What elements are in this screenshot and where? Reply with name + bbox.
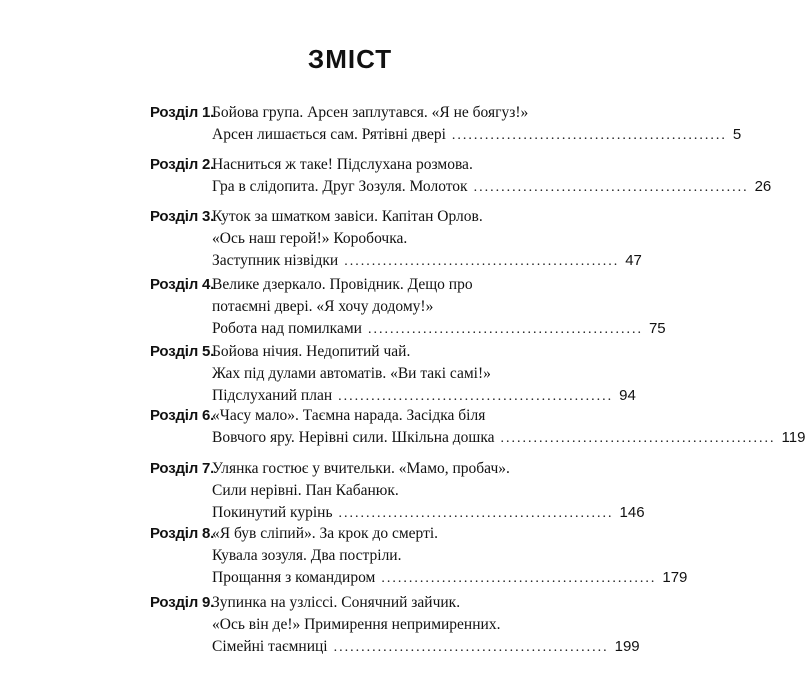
chapter-line: Улянка гостює у вчительки. «Мамо, пробач».: [212, 460, 510, 477]
chapter-line: «Ось він де!» Примирення непримиренних.: [212, 616, 501, 633]
chapter-label: Розділ 7.: [150, 460, 215, 477]
chapter-line: «Ось наш герой!» Коробочка.: [212, 230, 408, 247]
chapter-last-line: [212, 318, 666, 341]
chapter-last-line: [212, 636, 640, 659]
chapter-label: Розділ 6.: [150, 407, 215, 424]
dot-leader: ..................................................: [338, 506, 614, 521]
dot-leader: ..................................................: [451, 128, 727, 143]
chapter-last-line: [212, 567, 688, 590]
chapter-line: Велике дзеркало. Провідник. Дещо про: [212, 276, 473, 293]
dot-leader: ..................................................: [338, 389, 614, 404]
dot-leader: ..................................................: [473, 180, 749, 195]
chapter-line: Куток за шматком завіси. Капітан Орлов.: [212, 208, 483, 225]
chapter-line: Бойова група. Арсен заплутався. «Я не боягуз!»: [212, 104, 529, 121]
chapter-last-text: Вовчого яру. Нерівні сили. Шкільна дошка: [212, 429, 495, 446]
page-number: 47: [625, 252, 642, 269]
chapter-last-line: [212, 176, 772, 199]
chapter-label: Розділ 2.: [150, 156, 215, 173]
chapter-line: «Я був сліпий». За крок до смерті.: [212, 525, 439, 542]
chapter-last-text: Робота над помилками: [212, 320, 362, 337]
page-number: 26: [754, 178, 772, 195]
chapter-last-line: [212, 427, 805, 450]
chapter-line: Насниться ж таке! Підслухана розмова.: [212, 156, 473, 173]
chapter-label: Розділ 3.: [150, 208, 215, 225]
dot-leader: ..................................................: [381, 571, 657, 586]
chapter-last-line: [212, 502, 645, 525]
chapter-line: Бойова нічия. Недопитий чай.: [212, 343, 411, 360]
page-title: ЗМІСТ: [307, 44, 393, 74]
page-number: 75: [648, 320, 666, 337]
dot-leader: ..................................................: [344, 254, 620, 269]
chapter-line: «Часу мало». Таємна нарада. Засідка біля: [212, 407, 486, 424]
dot-leader: ..................................................: [333, 640, 609, 655]
chapter-last-text: Покинутий курінь: [212, 504, 333, 521]
chapter-last-text: Заступник нізвідки: [212, 252, 339, 269]
chapter-label: Розділ 9.: [150, 594, 215, 611]
chapter-label: Розділ 5.: [150, 343, 215, 360]
dot-leader: ..................................................: [500, 431, 776, 446]
dot-leader: ..................................................: [367, 322, 643, 337]
page-number: 146: [619, 504, 645, 521]
page-number: 179: [662, 569, 688, 586]
page-number: 5: [732, 126, 742, 143]
chapter-last-line: [212, 124, 742, 147]
chapter-line: Кувала зозуля. Два постріли.: [212, 547, 402, 564]
chapter-line: Жах під дулами автоматів. «Ви такі самі!»: [212, 365, 491, 382]
chapter-line: потаємні двері. «Я хочу додому!»: [212, 298, 434, 315]
chapter-last-text: Прощання з командиром: [212, 569, 376, 586]
chapter-last-text: Гра в слідопита. Друг Зозуля. Молоток: [212, 178, 468, 195]
page-number: 119: [781, 429, 805, 446]
chapter-last-text: Підслуханий план: [212, 387, 333, 404]
chapter-label: Розділ 8.: [150, 525, 215, 542]
chapter-label: Розділ 1.: [150, 104, 215, 121]
chapter-last-text: Арсен лишається сам. Рятівні двері: [212, 126, 446, 143]
chapter-line: Зупинка на узліссі. Сонячний зайчик.: [212, 594, 461, 611]
page-number: 94: [619, 387, 636, 404]
chapter-line: Сили нерівні. Пан Кабанюк.: [212, 482, 399, 499]
chapter-last-text: Сімейні таємниці: [212, 638, 328, 655]
chapter-label: Розділ 4.: [150, 276, 215, 293]
page-number: 199: [614, 638, 640, 655]
chapter-last-line: [212, 250, 642, 273]
